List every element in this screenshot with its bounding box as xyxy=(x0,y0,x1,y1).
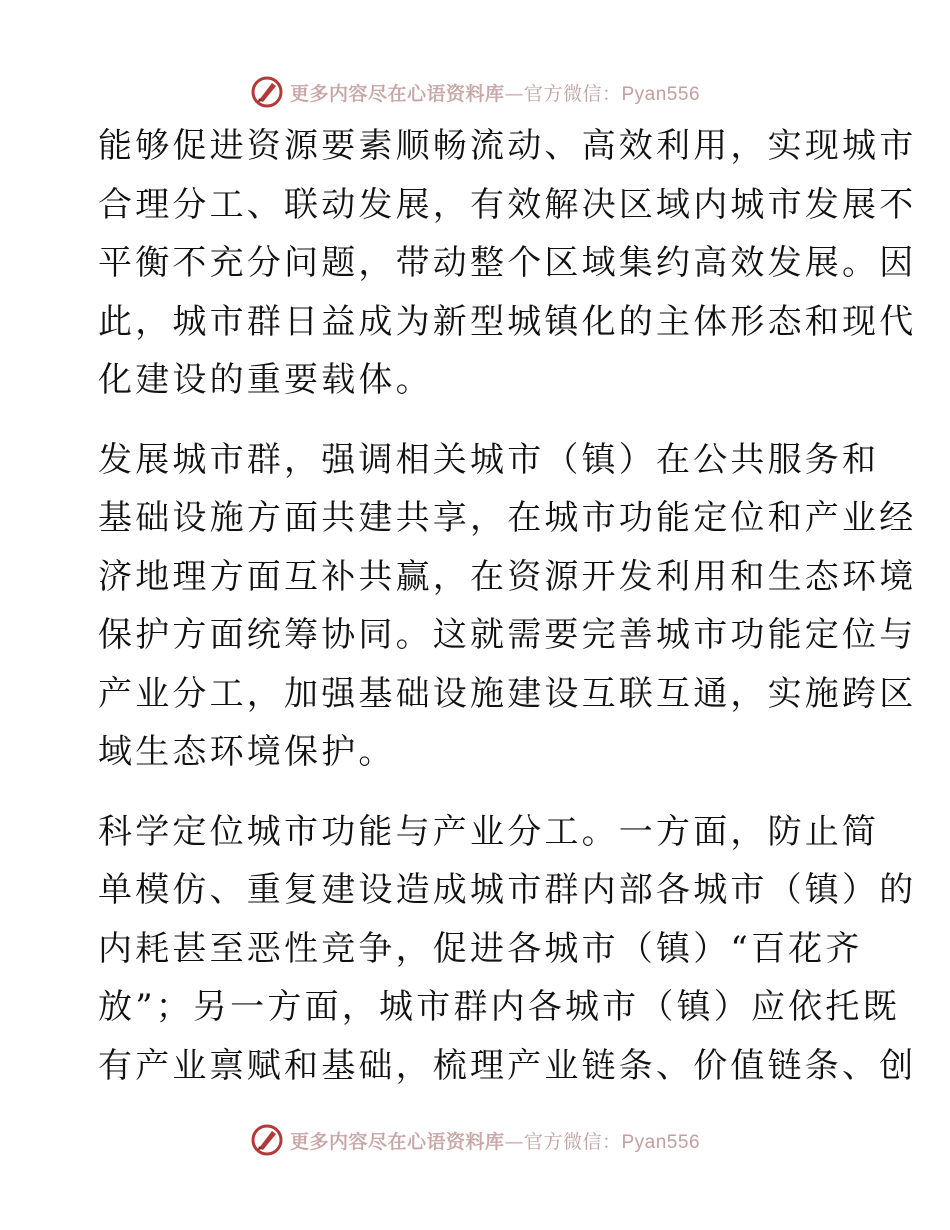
text-line: 产业分工，加强基础设施建设互联互通，实施跨区 xyxy=(98,673,917,714)
quill-logo-icon xyxy=(250,1123,284,1157)
watermark-wechat-id: Pyan556 xyxy=(621,1131,701,1153)
text-line: 济地理方面互补共赢，在资源开发利用和生态环境 xyxy=(98,556,917,597)
text-line: 放”；另一方面，城市群内各城市（镇）应依托既 xyxy=(98,987,900,1027)
text-line: 科学定位城市功能与产业分工。一方面，防止简 xyxy=(98,811,880,852)
text-line: 能够促进资源要素顺畅流动、高效利用，实现城市 xyxy=(98,126,917,166)
header-watermark xyxy=(0,72,950,112)
watermark-separator: — xyxy=(504,1130,524,1153)
watermark-main-text: 更多内容尽在心语资料库 xyxy=(289,82,505,105)
watermark-wechat-id: Pyan556 xyxy=(621,83,701,105)
text-line: 单模仿、重复建设造成城市群内部各城市（镇）的 xyxy=(98,870,917,910)
text-line: 内耗甚至恶性竞争，促进各城市（镇）“百花齐 xyxy=(98,928,863,969)
text-line: 有产业禀赋和基础，梳理产业链条、价值链条、创 xyxy=(98,1045,917,1086)
text-line: 基础设施方面共建共享，在城市功能定位和产业经 xyxy=(98,498,917,538)
text-line: 此，城市群日益成为新型城镇化的主体形态和现代 xyxy=(98,301,917,342)
watermark-separator: — xyxy=(504,82,524,105)
watermark-text xyxy=(290,1127,700,1154)
paragraph-2 xyxy=(98,431,917,782)
paragraph-1 xyxy=(98,117,917,410)
text-line: 化建设的重要载体。 xyxy=(98,360,433,400)
footer-watermark xyxy=(0,1120,950,1160)
document-body xyxy=(98,117,917,1116)
watermark-wechat-label: 官方微信： xyxy=(523,82,622,105)
watermark-text xyxy=(290,79,700,106)
text-line: 合理分工、联动发展，有效解决区域内城市发展不 xyxy=(98,184,917,225)
text-line: 发展城市群，强调相关城市（镇）在公共服务和 xyxy=(98,439,880,480)
paragraph-3 xyxy=(98,803,917,1096)
text-line: 保护方面统筹协同。这就需要完善城市功能定位与 xyxy=(98,615,917,655)
watermark-main-text: 更多内容尽在心语资料库 xyxy=(289,1130,505,1153)
text-line: 平衡不充分问题，带动整个区域集约高效发展。因 xyxy=(98,243,917,283)
text-line: 域生态环境保护。 xyxy=(98,732,396,772)
quill-logo-icon xyxy=(250,75,284,109)
watermark-wechat-label: 官方微信： xyxy=(523,1130,622,1153)
